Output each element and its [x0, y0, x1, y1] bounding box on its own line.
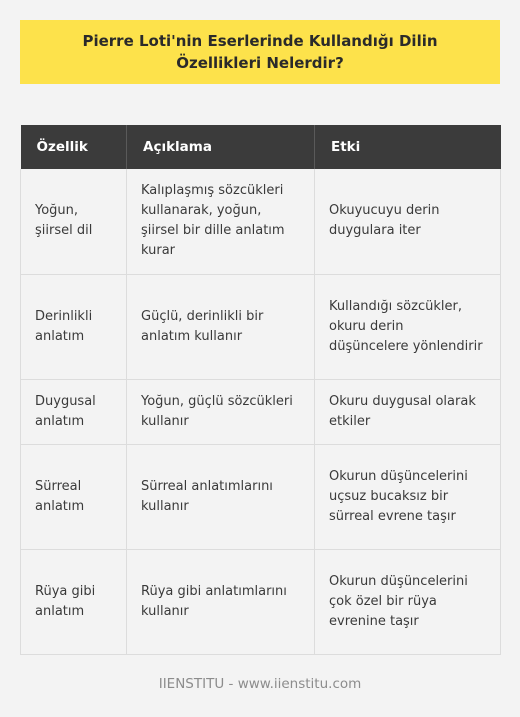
cell-description: Güçlü, derinlikli bir anlatım kullanır [127, 274, 315, 379]
column-header-effect: Etki [315, 125, 501, 169]
footer-credit: IIENSTITU - www.iienstitu.com [158, 676, 362, 692]
column-header-description: Açıklama [127, 125, 315, 169]
cell-feature: Sürreal anlatım [21, 444, 127, 549]
cell-feature: Duygusal anlatım [21, 379, 127, 444]
cell-description: Sürreal anlatımlarını kullanır [127, 444, 315, 549]
cell-feature: Yoğun, şiirsel dil [21, 169, 127, 274]
column-header-feature: Özellik [21, 125, 127, 169]
cell-description: Yoğun, güçlü sözcükleri kullanır [127, 379, 315, 444]
page-title: Pierre Loti'nin Eserlerinde Kullandığı Dilin Özellikleri Nelerdir? [82, 32, 438, 72]
cell-effect: Okurun düşüncelerini çok özel bir rüya evrenine taşır [315, 549, 501, 654]
table-row [21, 274, 501, 379]
cell-effect: Okuru duygusal olarak etkiler [315, 379, 501, 444]
cell-effect: Okurun düşüncelerini uçsuz bucaksız bir sürreal evrene taşır [315, 444, 501, 549]
cell-description: Kalıplaşmış sözcükleri kullanarak, yoğun, şiirsel bir dille anlatım kurar [127, 169, 315, 274]
table-row [21, 444, 501, 549]
cell-description: Rüya gibi anlatımlarını kullanır [127, 549, 315, 654]
table-row [21, 549, 501, 654]
cell-feature: Derinlikli anlatım [21, 274, 127, 379]
table-header-row [21, 125, 501, 169]
features-table [20, 125, 501, 655]
cell-effect: Kullandığı sözcükler, okuru derin düşüncelere yönlendirir [315, 274, 501, 379]
table-row [21, 379, 501, 444]
cell-effect: Okuyucuyu derin duygulara iter [315, 169, 501, 274]
cell-feature: Rüya gibi anlatım [21, 549, 127, 654]
title-banner [20, 20, 500, 84]
table-row [21, 169, 501, 274]
